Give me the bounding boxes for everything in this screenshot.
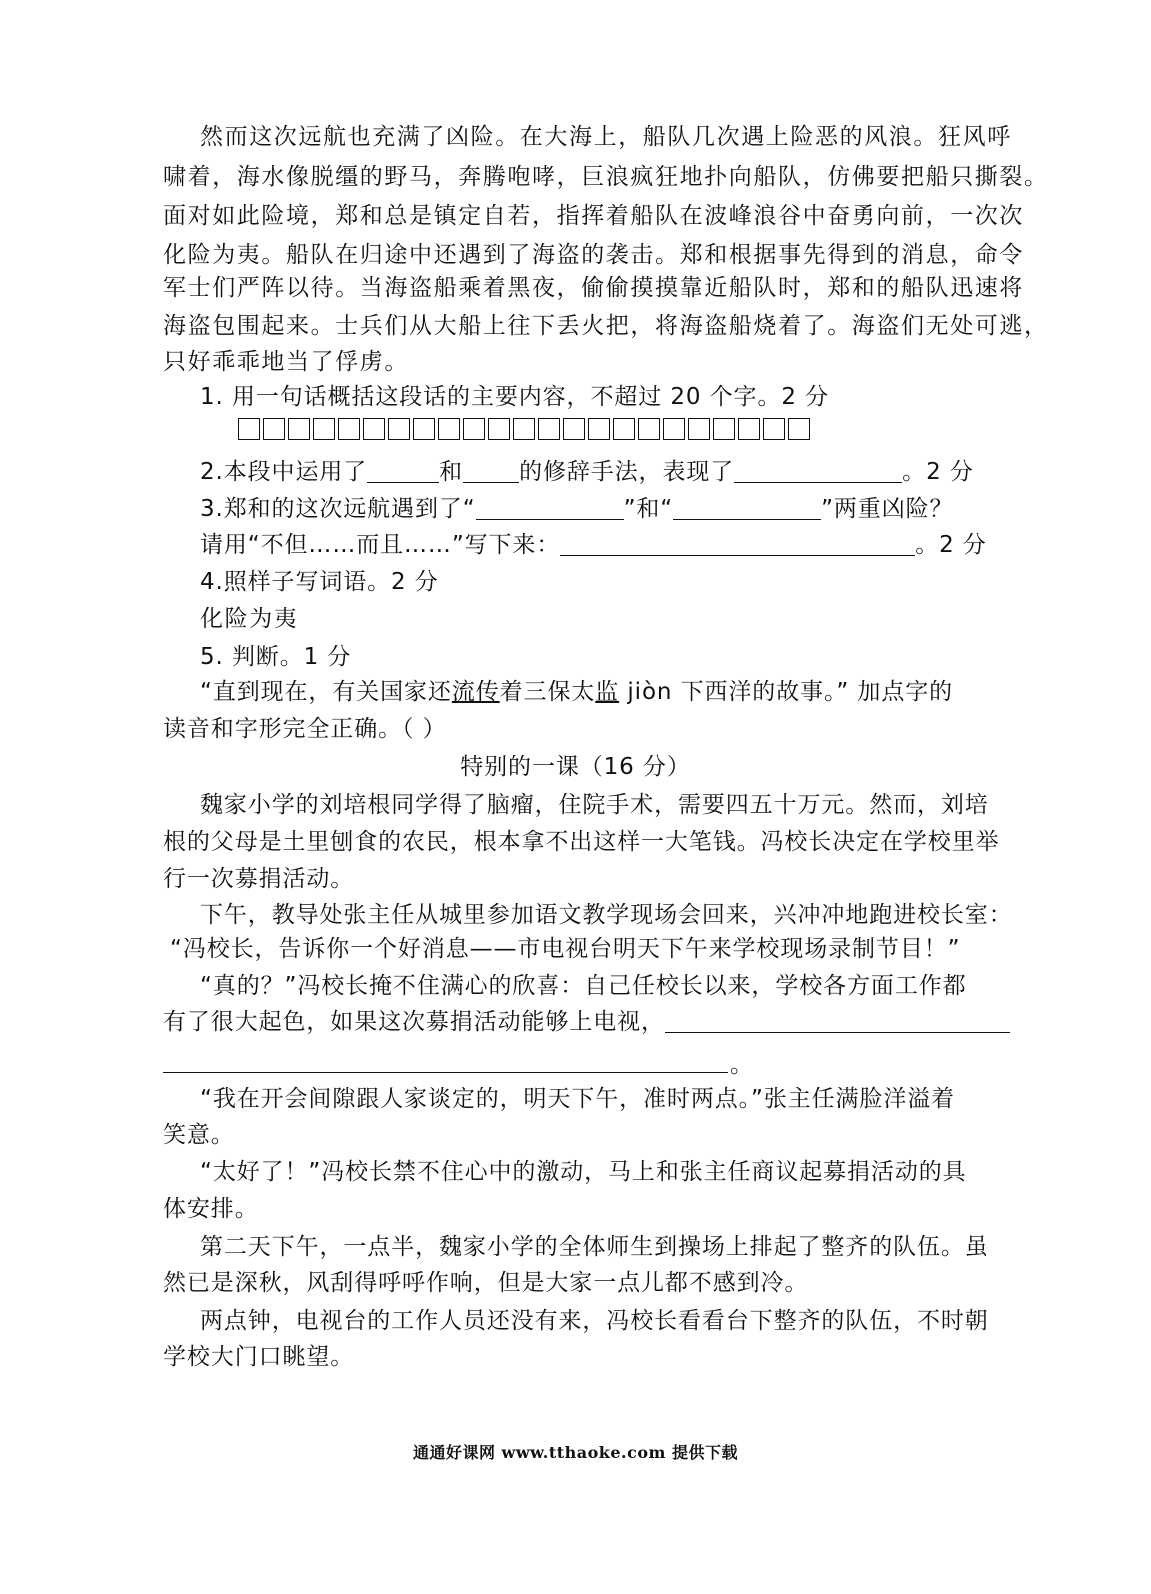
passage2-title: 特别的一课（16 分） <box>460 754 691 780</box>
passage2-line <box>163 1005 1018 1039</box>
question-2-text: 的修辞手法，表现了 <box>519 459 735 485</box>
answer-box[interactable] <box>413 418 435 440</box>
question-5-text: jiòn 下西洋的故事。” 加点字的 <box>619 679 954 705</box>
question-3-text: ”和“ <box>623 496 674 522</box>
passage2-line: 然已是深秋，风刮得呼呼作响，但是大家一点儿都不感到冷。 <box>163 1270 809 1296</box>
question-1: 1. 用一句话概括这段话的主要内容，不超过 20 个字。2 分 <box>200 384 829 410</box>
answer-box[interactable] <box>313 418 335 440</box>
question-3-text: 。2 分 <box>915 532 987 558</box>
passage2-line: 笑意。 <box>163 1122 235 1148</box>
passage2-text: 。 <box>730 1052 754 1078</box>
question-5-sentence <box>200 675 1018 709</box>
answer-box[interactable] <box>338 418 360 440</box>
question-2-text: 。2 分 <box>902 459 974 485</box>
answer-box[interactable] <box>738 418 760 440</box>
passage1-line: 面对如此险境，郑和总是镇定自若，指挥着船队在波峰浪谷中奋勇向前，一次次 <box>163 203 1024 229</box>
question-4-example: 化险为夷 <box>200 606 299 632</box>
question-3 <box>200 492 1018 526</box>
answer-box[interactable] <box>513 418 535 440</box>
answer-boxes[interactable] <box>238 418 810 440</box>
answer-box[interactable] <box>463 418 485 440</box>
passage2-line: 行一次募捐活动。 <box>163 866 355 892</box>
question-3-text: 请用“不但……而且……”写下来： <box>200 532 561 558</box>
answer-box[interactable] <box>613 418 635 440</box>
passage2-line: 两点钟，电视台的工作人员还没有来，冯校长看看台下整齐的队伍，不时朝 <box>200 1308 989 1334</box>
passage1-line: 海盗包围起来。士兵们从大船上往下丢火把，将海盗船烧着了。海盗们无处可逃， <box>163 313 1049 339</box>
answer-box[interactable] <box>263 418 285 440</box>
answer-box[interactable] <box>638 418 660 440</box>
passage1-line: 军士们严阵以待。当海盗船乘着黑夜，偷偷摸摸靠近船队时，郑和的船队迅速将 <box>163 275 1024 301</box>
question-4: 4.照样子写词语。2 分 <box>200 569 439 595</box>
passage1-line: 化险为夷。船队在归途中还遇到了海盗的袭击。郑和根据事先得到的消息，命令 <box>163 242 1024 268</box>
question-5-word: 流传 <box>451 679 500 705</box>
answer-box[interactable] <box>388 418 410 440</box>
passage2-line: 魏家小学的刘培根同学得了脑瘤，住院手术，需要四五十万元。然而，刘培 <box>200 792 989 818</box>
answer-box[interactable] <box>438 418 460 440</box>
question-5-text: 着三保太 <box>499 679 596 705</box>
answer-box[interactable] <box>288 418 310 440</box>
passage2-line: “太好了！”冯校长禁不住心中的激动，马上和张主任商议起募捐活动的具 <box>200 1159 967 1185</box>
passage2-line: 学校大门口眺望。 <box>163 1344 355 1370</box>
passage2-line: “冯校长，告诉你一个好消息——市电视台明天下午来学校现场录制节目！” <box>170 936 961 962</box>
passage2-line: 体安排。 <box>163 1196 259 1222</box>
question-5-char: 监 <box>595 679 620 705</box>
answer-box[interactable] <box>688 418 710 440</box>
passage2-line: 下午，教导处张主任从城里参加语文教学现场会回来，兴冲冲地跑进校长室： <box>200 902 1013 928</box>
question-5-text: “直到现在，有关国家还 <box>200 679 452 705</box>
answer-blank[interactable] <box>476 495 624 520</box>
passage1-line: 啸着，海水像脱缰的野马，奔腾咆哮，巨浪疯狂地扑向船队，仿佛要把船只撕裂。 <box>163 164 1049 190</box>
answer-box[interactable] <box>538 418 560 440</box>
passage2-line: 根的父母是土里刨食的农民，根本拿不出这样一大笔钱。冯校长决定在学校里举 <box>163 829 1000 855</box>
answer-box[interactable] <box>363 418 385 440</box>
answer-blank[interactable] <box>367 458 439 483</box>
question-2 <box>200 455 1018 489</box>
answer-box[interactable] <box>788 418 810 440</box>
answer-box[interactable] <box>238 418 260 440</box>
question-3-text: ”两重凶险？ <box>821 496 954 522</box>
question-3-cont <box>200 528 1018 562</box>
passage1-line: 只好乖乖地当了俘虏。 <box>163 349 409 375</box>
question-2-text: 和 <box>439 459 464 485</box>
answer-blank[interactable] <box>734 458 902 483</box>
answer-blank[interactable] <box>560 531 915 556</box>
question-5-answer[interactable]: 读音和字形完全正确。（ ） <box>163 716 447 742</box>
answer-blank-line[interactable] <box>163 1062 728 1073</box>
question-3-text: 3.郑和的这次远航遇到了“ <box>200 496 476 522</box>
answer-box[interactable] <box>563 418 585 440</box>
question-2-text: 2.本段中运用了 <box>200 459 368 485</box>
answer-box[interactable] <box>588 418 610 440</box>
passage1-line: 然而这次远航也充满了凶险。在大海上，船队几次遇上险恶的风浪。狂风呼 <box>200 124 1012 150</box>
answer-box[interactable] <box>713 418 735 440</box>
answer-box[interactable] <box>488 418 510 440</box>
answer-box[interactable] <box>663 418 685 440</box>
passage2-line: “我在开会间隙跟人家谈定的，明天下午，准时两点。”张主任满脸洋溢着 <box>200 1086 956 1112</box>
answer-blank[interactable] <box>665 1008 1010 1033</box>
answer-box[interactable] <box>763 418 785 440</box>
answer-blank[interactable] <box>463 458 519 483</box>
footer-source: 通通好课网 www.tthaoke.com 提供下载 <box>412 1443 739 1462</box>
passage2-text: 有了很大起色，如果这次募捐活动能够上电视， <box>163 1009 665 1035</box>
passage2-line: “真的？”冯校长掩不住满心的欣喜：自己任校长以来，学校各方面工作都 <box>200 973 967 999</box>
answer-blank[interactable] <box>673 495 821 520</box>
question-5: 5. 判断。1 分 <box>200 644 352 670</box>
passage2-line: 第二天下午，一点半，魏家小学的全体师生到操场上排起了整齐的队伍。虽 <box>200 1234 989 1260</box>
